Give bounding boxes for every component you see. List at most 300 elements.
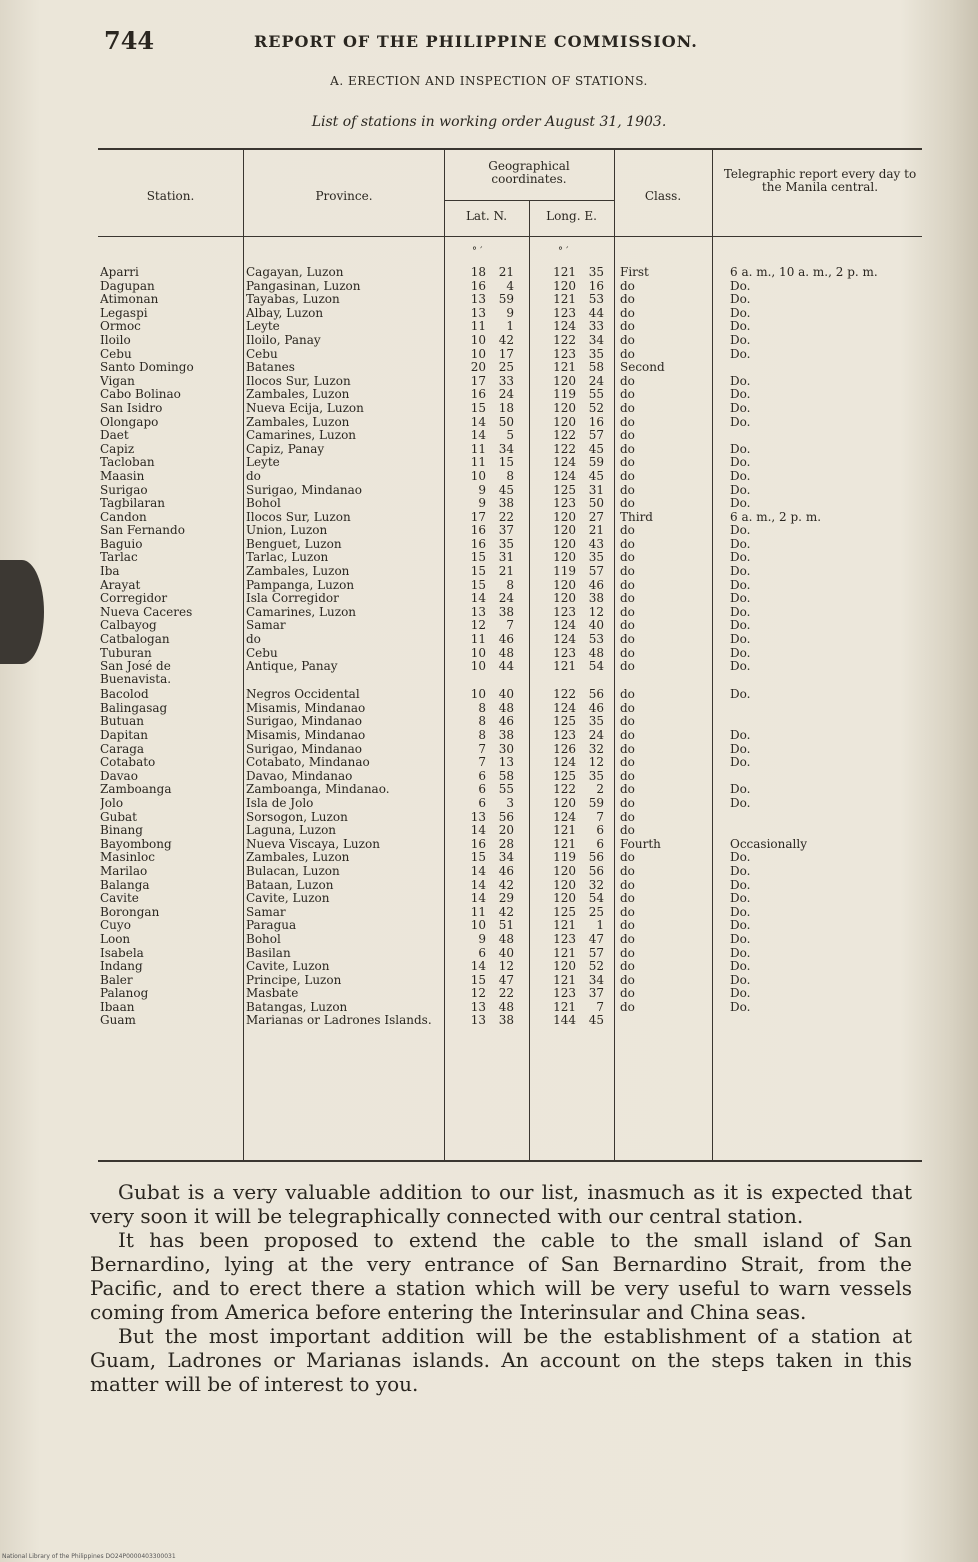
long-degrees-cell: 120 [553,863,576,878]
class-cell: do [620,810,635,824]
station-cell: Baguio [100,537,143,551]
lat-minutes-cell: 34 [498,850,514,865]
long-degrees-cell: 121 [553,836,576,851]
lat-minutes-cell: 47 [498,972,514,987]
class-cell: do [620,796,635,810]
table-row [98,565,922,579]
lat-degrees-cell: 16 [470,278,486,293]
class-cell: Fourth [620,837,661,851]
province-cell: Cagayan, Luzon [246,266,344,279]
lat-degrees-cell: 20 [470,360,486,375]
table-row [98,402,922,416]
station-cell: San Isidro [100,401,163,415]
province-cell: Pangasinan, Luzon [246,279,361,293]
station-cell: Gubat [100,810,137,824]
lat-units: ° ′ [472,246,483,257]
long-degrees-cell: 121 [553,360,576,375]
lat-minutes-cell: 38 [498,1013,514,1028]
long-minutes-cell: 1 [596,918,604,933]
province-cell: Surigao, Mindanao [246,483,363,497]
long-degrees-cell: 120 [553,877,576,892]
long-minutes-cell: 24 [588,373,604,388]
long-degrees-cell: 120 [553,891,576,906]
table-row [98,551,922,565]
lat-minutes-cell: 8 [506,468,514,483]
long-minutes-cell: 35 [588,346,604,361]
report-cell: Do. [730,660,751,674]
station-cell: Cabo Bolinao [100,388,181,402]
class-cell: do [620,946,635,960]
report-cell: Do. [730,973,751,987]
lat-degrees-cell: 6 [478,945,486,960]
report-cell: Do. [730,633,751,647]
lat-degrees-cell: 16 [470,536,486,551]
station-cell: Bacolod [100,688,149,702]
long-minutes-cell: 46 [588,700,604,715]
class-cell: do [620,388,635,402]
footer-note: National Library of the Philippines DO24P0000403300031 [2,1553,176,1560]
long-minutes-cell: 12 [588,604,604,619]
long-minutes-cell: 57 [588,945,604,960]
report-cell: 6 a. m., 2 p. m. [730,510,822,524]
province-cell: Nueva Viscaya, Luzon [246,837,380,851]
province-cell: Union, Luzon [246,524,328,538]
station-cell: Atimonan [100,293,159,307]
header-province: Province. [315,189,373,203]
table-row [98,797,922,811]
long-minutes-cell: 48 [588,645,604,660]
province-cell: Antique, Panay [246,660,338,674]
station-cell: Arayat [100,578,141,592]
table-row [98,266,922,280]
report-cell: Do. [730,374,751,388]
lat-minutes-cell: 18 [498,400,514,415]
long-degrees-cell: 121 [553,823,576,838]
report-cell: Do. [730,483,751,497]
table-row [98,824,922,838]
long-degrees-cell: 126 [553,741,576,756]
station-cell: Marilao [100,864,148,878]
report-cell: Do. [730,742,751,756]
long-minutes-cell: 16 [588,414,604,429]
long-degrees-cell: 123 [553,346,576,361]
station-cell: Davao [100,769,138,783]
class-cell: do [620,429,635,443]
province-cell: do [246,633,261,647]
lat-minutes-cell: 4 [506,278,514,293]
table-row [98,783,922,797]
class-cell: do [620,415,635,429]
class-cell: do [620,783,635,797]
lat-degrees-cell: 7 [478,755,486,770]
report-cell: Do. [730,293,751,307]
station-cell: Capiz [100,442,135,456]
station-cell: Balingasag [100,701,168,715]
class-cell: do [620,551,635,565]
lat-degrees-cell: 10 [470,659,486,674]
station-cell: Tagbilaran [100,497,166,511]
long-minutes-cell: 47 [588,931,604,946]
station-cell: Ormoc [100,320,141,334]
lat-minutes-cell: 45 [498,482,514,497]
lat-degrees-cell: 17 [470,509,486,524]
long-degrees-cell: 120 [553,523,576,538]
table-row [98,879,922,893]
lat-degrees-cell: 9 [478,931,486,946]
table-caption: List of stations in working order August 31, 1903. [311,114,667,130]
lat-minutes-cell: 21 [498,564,514,579]
report-cell: Do. [730,919,751,933]
station-cell: Cavite [100,892,139,906]
long-degrees-cell: 120 [553,509,576,524]
lat-degrees-cell: 16 [470,836,486,851]
province-cell: Surigao, Mindanao [246,715,363,729]
class-cell: do [620,646,635,660]
lat-degrees-cell: 14 [470,428,486,443]
province-cell: Benguet, Luzon [246,537,342,551]
class-cell: do [620,605,635,619]
province-cell: Davao, Mindanao [246,769,353,783]
long-degrees-cell: 120 [553,795,576,810]
class-cell: do [620,864,635,878]
long-minutes-cell: 55 [588,387,604,402]
province-cell: Isla de Jolo [246,796,314,810]
section-title: A. ERECTION AND INSPECTION OF STATIONS. [330,74,648,88]
long-minutes-cell: 52 [588,959,604,974]
lat-degrees-cell: 15 [470,972,486,987]
lat-degrees-cell: 12 [470,618,486,633]
long-degrees-cell: 121 [553,659,576,674]
table-row [98,633,922,647]
long-minutes-cell: 58 [588,360,604,375]
table-row [98,688,922,702]
lat-degrees-cell: 8 [478,700,486,715]
table-row [98,851,922,865]
report-cell: Do. [730,864,751,878]
province-cell: Pampanga, Luzon [246,578,355,592]
province-cell: Camarines, Luzon [246,605,357,619]
lat-degrees-cell: 10 [470,468,486,483]
lat-degrees-cell: 10 [470,918,486,933]
station-cell: Dapitan [100,729,148,742]
lat-minutes-cell: 48 [498,700,514,715]
station-cell: Legaspi [100,306,148,320]
lat-degrees-cell: 11 [470,632,486,647]
station-cell: Olongapo [100,415,159,429]
province-cell: Laguna, Luzon [246,824,337,838]
station-cell: Daet [100,429,129,443]
lat-degrees-cell: 15 [470,550,486,565]
lat-degrees-cell: 16 [470,387,486,402]
report-cell: Do. [730,619,751,633]
long-minutes-cell: 7 [596,809,604,824]
report-cell: Do. [730,469,751,483]
lat-minutes-cell: 56 [498,809,514,824]
province-cell: Paragua [246,919,297,933]
class-cell: do [620,565,635,579]
table-row [98,619,922,633]
station-cell: Tarlac [100,551,138,565]
long-minutes-cell: 50 [588,496,604,511]
province-cell: Leyte [246,456,280,470]
table-row [98,892,922,906]
report-cell: Do. [730,987,751,1001]
province-cell: Ilocos Sur, Luzon [246,510,351,524]
report-cell: Do. [730,347,751,361]
table-row [98,497,922,511]
station-cell: Masinloc [100,851,155,865]
long-degrees-cell: 121 [553,918,576,933]
lat-minutes-cell: 9 [506,305,514,320]
long-minutes-cell: 53 [588,632,604,647]
long-degrees-cell: 119 [553,850,576,865]
table-top-rule [98,148,922,150]
lat-degrees-cell: 14 [470,863,486,878]
station-cell: Tacloban [100,456,155,470]
province-cell: Bataan, Luzon [246,878,334,892]
lat-minutes-cell: 58 [498,768,514,783]
class-cell: do [620,729,635,742]
table-row [98,947,922,961]
province-cell: Tayabas, Luzon [246,293,340,307]
class-cell: do [620,701,635,715]
lat-minutes-cell: 1 [506,319,514,334]
lat-minutes-cell: 46 [498,863,514,878]
province-cell: Zambales, Luzon [246,415,350,429]
lat-minutes-cell: 42 [498,904,514,919]
long-degrees-cell: 123 [553,986,576,1001]
lat-minutes-cell: 50 [498,414,514,429]
province-cell: Bulacan, Luzon [246,864,340,878]
long-degrees-cell: 120 [553,373,576,388]
long-degrees-cell: 125 [553,768,576,783]
report-cell: Do. [730,551,751,565]
lat-minutes-cell: 55 [498,782,514,797]
province-cell: Zambales, Luzon [246,851,350,865]
station-cell: Cebu [100,347,132,361]
table-row [98,756,922,770]
lat-minutes-cell: 20 [498,823,514,838]
long-minutes-cell: 45 [588,1013,604,1028]
province-cell: Cavite, Luzon [246,960,330,974]
report-cell: Occasionally [730,837,807,851]
long-degrees-cell: 124 [553,632,576,647]
table-row [98,987,922,1001]
page-number: 744 [104,26,155,55]
province-cell: Zambales, Luzon [246,388,350,402]
station-cell: Catbalogan [100,633,170,647]
class-cell: do [620,756,635,770]
long-minutes-cell: 45 [588,468,604,483]
long-degrees-cell: 123 [553,604,576,619]
table-row [98,933,922,947]
report-cell: Do. [730,892,751,906]
table-bottom-rule [98,1160,922,1162]
class-cell: do [620,524,635,538]
long-minutes-cell: 52 [588,400,604,415]
report-cell: Do. [730,333,751,347]
long-minutes-cell: 6 [596,836,604,851]
lat-degrees-cell: 11 [470,904,486,919]
class-cell: do [620,633,635,647]
long-degrees-cell: 124 [553,319,576,334]
long-minutes-cell: 45 [588,441,604,456]
class-cell: do [620,347,635,361]
table-row [98,960,922,974]
lat-degrees-cell: 7 [478,741,486,756]
station-cell: Borongan [100,905,160,919]
long-degrees-cell: 124 [553,809,576,824]
lat-degrees-cell: 6 [478,782,486,797]
header-class: Class. [644,189,682,203]
lat-minutes-cell: 22 [498,986,514,1001]
report-cell: Do. [730,578,751,592]
class-cell: do [620,769,635,783]
table-row [98,511,922,525]
long-degrees-cell: 123 [553,645,576,660]
lat-minutes-cell: 34 [498,441,514,456]
table-row [98,906,922,920]
long-degrees-cell: 120 [553,278,576,293]
table-row [98,307,922,321]
class-cell: do [620,960,635,974]
province-cell: do [246,469,261,483]
province-cell: Camarines, Luzon [246,429,357,443]
long-minutes-cell: 40 [588,618,604,633]
lat-minutes-cell: 46 [498,714,514,729]
long-minutes-cell: 54 [588,659,604,674]
table-row [98,743,922,757]
long-minutes-cell: 34 [588,332,604,347]
province-cell: Leyte [246,320,280,334]
lat-degrees-cell: 12 [470,986,486,1001]
station-cell: Dagupan [100,279,155,293]
class-cell: do [620,715,635,729]
long-minutes-cell: 54 [588,891,604,906]
table-row [98,1014,922,1042]
station-cell: Cuyo [100,919,131,933]
station-cell: Surigao [100,483,148,497]
stations-table [98,148,922,1164]
station-cell: Binang [100,824,143,838]
lat-degrees-cell: 10 [470,332,486,347]
report-cell: Do. [730,524,751,538]
long-minutes-cell: 57 [588,564,604,579]
long-minutes-cell: 33 [588,319,604,334]
long-degrees-cell: 122 [553,332,576,347]
lat-minutes-cell: 48 [498,999,514,1014]
class-cell: do [620,483,635,497]
lat-minutes-cell: 15 [498,455,514,470]
table-row [98,606,922,620]
province-cell: Samar [246,905,286,919]
lat-minutes-cell: 38 [498,604,514,619]
class-cell: do [620,688,635,702]
station-cell: Jolo [100,796,124,810]
class-cell: do [620,374,635,388]
station-cell: Palanog [100,987,149,1001]
long-minutes-cell: 32 [588,877,604,892]
long-degrees-cell: 123 [553,496,576,511]
province-cell: Cotabato, Mindanao [246,756,370,770]
class-cell: do [620,279,635,293]
lat-degrees-cell: 8 [478,714,486,729]
province-cell: Zambales, Luzon [246,565,350,579]
class-cell: do [620,497,635,511]
province-cell: Nueva Ecija, Luzon [246,401,364,415]
province-cell: Basilan [246,946,291,960]
long-minutes-cell: 31 [588,482,604,497]
long-degrees-cell: 122 [553,441,576,456]
long-degrees-cell: 120 [553,591,576,606]
long-minutes-cell: 25 [588,904,604,919]
station-cell: Baler [100,973,133,987]
class-cell: do [620,892,635,906]
lat-degrees-cell: 11 [470,441,486,456]
table-row [98,484,922,498]
station-cell: Loon [100,932,131,946]
long-minutes-cell: 59 [588,795,604,810]
lat-degrees-cell: 6 [478,768,486,783]
station-cell: Bayombong [100,837,172,851]
class-cell: do [620,851,635,865]
report-cell: Do. [730,1000,751,1014]
table-row [98,974,922,988]
lat-degrees-cell: 14 [470,891,486,906]
class-cell: do [620,333,635,347]
long-minutes-cell: 12 [588,755,604,770]
report-cell: Do. [730,960,751,974]
class-cell: do [620,973,635,987]
class-cell: do [620,824,635,838]
table-row [98,865,922,879]
report-cell: Do. [730,497,751,511]
lat-degrees-cell: 14 [470,959,486,974]
lat-degrees-cell: 14 [470,414,486,429]
lat-minutes-cell: 30 [498,741,514,756]
class-cell: do [620,619,635,633]
lat-minutes-cell: 7 [506,618,514,633]
long-degrees-cell: 125 [553,714,576,729]
report-cell: Do. [730,932,751,946]
lat-minutes-cell: 17 [498,346,514,361]
long-degrees-cell: 124 [553,468,576,483]
station-cell: Maasin [100,469,145,483]
long-minutes-cell: 56 [588,687,604,702]
table-row [98,579,922,593]
long-degrees-cell: 122 [553,428,576,443]
report-cell: Do. [730,688,751,702]
lat-minutes-cell: 31 [498,550,514,565]
long-minutes-cell: 35 [588,714,604,729]
table-row [98,388,922,402]
station-cell: Candon [100,510,147,524]
table-row [98,715,922,729]
lat-minutes-cell: 24 [498,591,514,606]
station-cell: Corregidor [100,592,168,606]
class-cell: First [620,266,649,279]
long-degrees-cell: 125 [553,482,576,497]
province-cell: Cebu [246,646,278,660]
class-cell: do [620,537,635,551]
lat-degrees-cell: 15 [470,564,486,579]
province-cell: Surigao, Mindanao [246,742,363,756]
lat-degrees-cell: 13 [470,604,486,619]
lat-minutes-cell: 5 [506,428,514,443]
station-cell: San Fernando [100,524,185,538]
long-degrees-cell: 120 [553,550,576,565]
report-cell: Do. [730,905,751,919]
